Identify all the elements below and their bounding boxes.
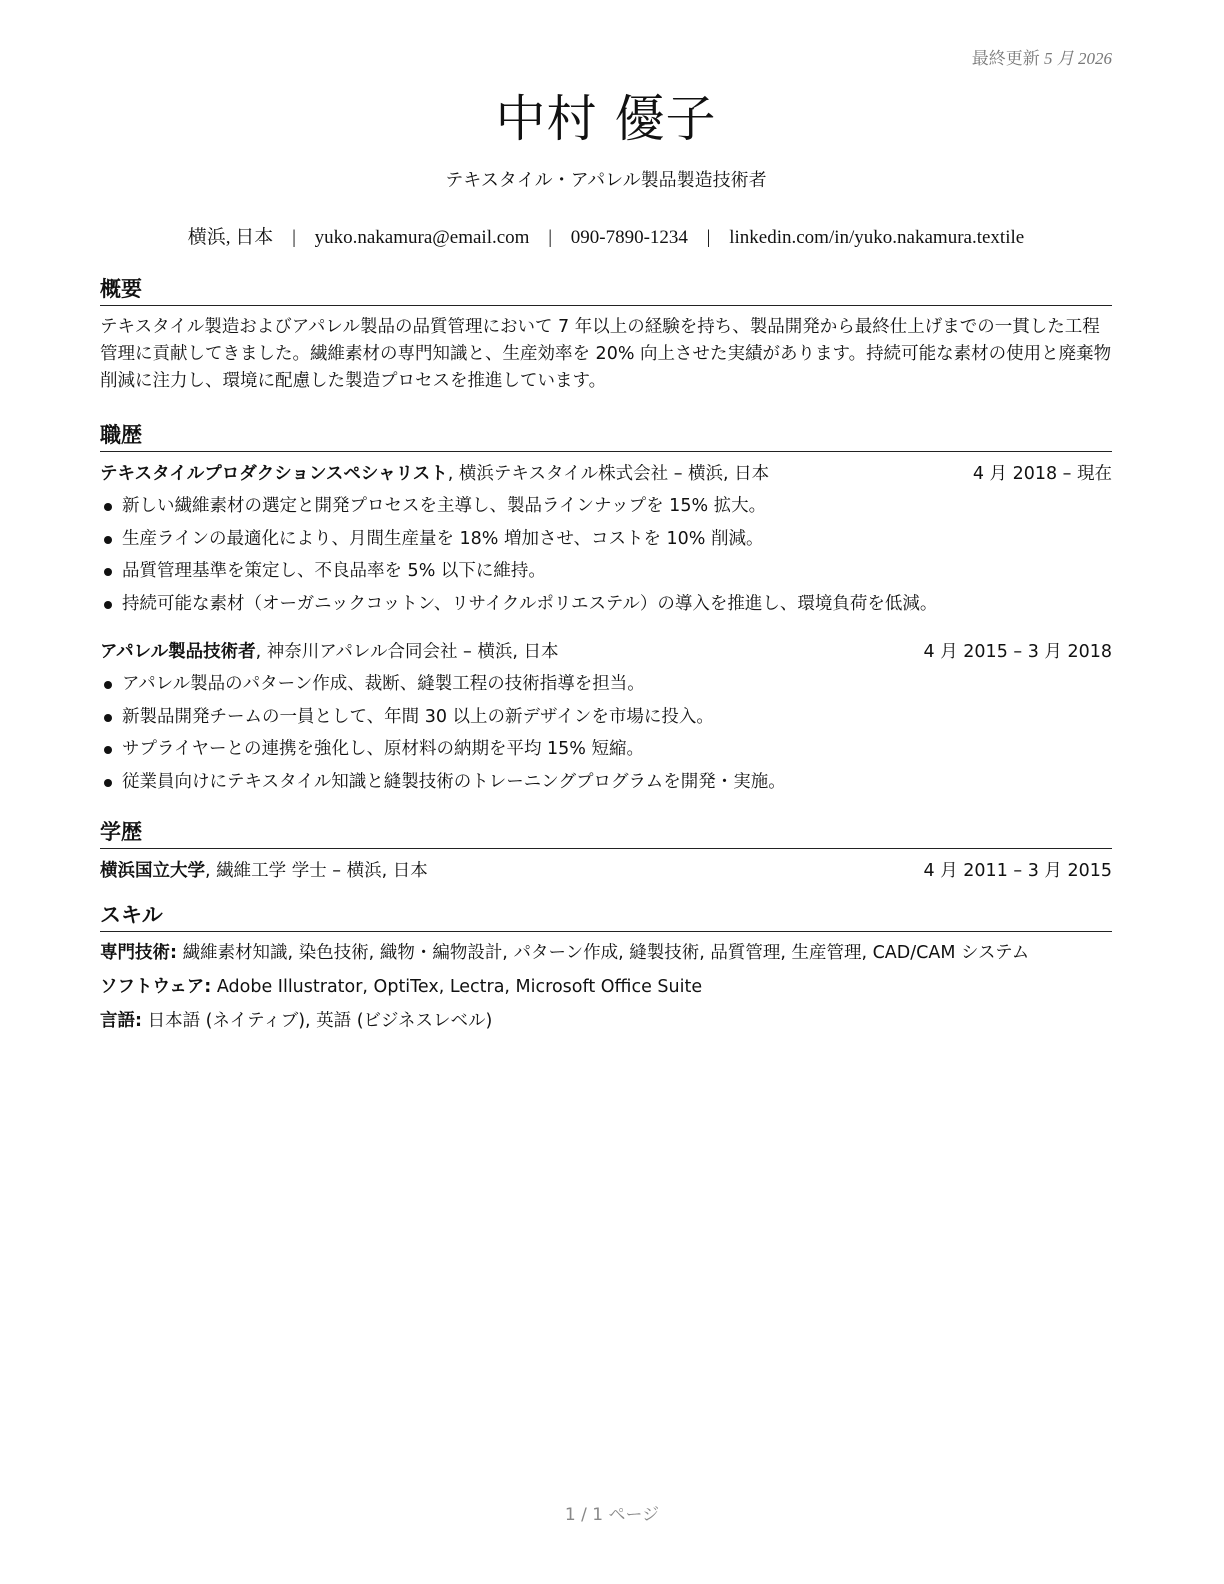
job-header bbox=[100, 638, 1112, 666]
job-entry bbox=[100, 460, 1112, 620]
job-position bbox=[100, 638, 558, 666]
contact-location: 横浜, 日本 bbox=[187, 227, 274, 248]
section-title-summary: 概要 bbox=[100, 273, 1112, 306]
last-updated-date: 5 月 2026 bbox=[1044, 49, 1112, 68]
job-bullet: 従業員向けにテキスタイル知識と縫製技術のトレーニングプログラムを開発・実施。 bbox=[100, 766, 1112, 799]
skill-value: Adobe Illustrator, OptiTex, Lectra, Microsoft Office Suite bbox=[211, 977, 703, 997]
contact-separator: | bbox=[706, 227, 711, 248]
education-section bbox=[100, 816, 1112, 885]
skill-value: 繊維素材知識, 染色技術, 織物・編物設計, パターン作成, 縫製技術, 品質管理, 生産管理, CAD/CAM システム bbox=[177, 943, 1030, 963]
job-bullet: 新しい繊維素材の選定と開発プロセスを主導し、製品ラインナップを 15% 拡大。 bbox=[100, 490, 1112, 523]
contact-linkedin[interactable]: linkedin.com/in/yuko.nakamura.textile bbox=[729, 227, 1025, 248]
skill-row-technical bbox=[100, 940, 1112, 966]
education-position bbox=[100, 857, 428, 885]
job-bullets bbox=[100, 490, 1112, 620]
experience-section bbox=[100, 419, 1112, 798]
page-number: 1 / 1 ページ bbox=[564, 1505, 660, 1525]
contact-separator: | bbox=[548, 227, 553, 248]
skills-section bbox=[100, 899, 1112, 1034]
job-org: , 神奈川アパレル合同会社 – 横浜, 日本 bbox=[255, 642, 559, 662]
contact-separator: | bbox=[292, 227, 296, 248]
section-title-experience: 職歴 bbox=[100, 419, 1112, 452]
job-org: , 横浜テキスタイル株式会社 – 横浜, 日本 bbox=[447, 464, 770, 484]
job-bullet: 新製品開発チームの一員として、年間 30 以上の新デザインを市場に投入。 bbox=[100, 701, 1112, 734]
job-bullet: 持続可能な素材（オーガニックコットン、リサイクルポリエステル）の導入を推進し、環境負荷を低減。 bbox=[100, 588, 1112, 621]
job-entry bbox=[100, 638, 1112, 798]
job-dates: 4 月 2018 – 現在 bbox=[972, 464, 1112, 484]
candidate-title: テキスタイル・アパレル製品製造技術者 bbox=[445, 170, 767, 191]
job-role: アパレル製品技術者 bbox=[100, 642, 256, 662]
summary-section bbox=[100, 273, 1112, 395]
job-bullet: 品質管理基準を策定し、不良品率を 5% 以下に維持。 bbox=[100, 555, 1112, 588]
last-updated-label: 最終更新 bbox=[971, 49, 1040, 68]
skill-row-software bbox=[100, 974, 1112, 1000]
job-bullet: サプライヤーとの連携を強化し、原材料の納期を平均 15% 短縮。 bbox=[100, 733, 1112, 766]
job-bullet: 生産ラインの最適化により、月間生産量を 18% 増加させ、コストを 10% 削減。 bbox=[100, 523, 1112, 556]
job-dates: 4 月 2015 – 3 月 2018 bbox=[923, 642, 1112, 662]
job-bullet: アパレル製品のパターン作成、裁断、縫製工程の技術指導を担当。 bbox=[100, 668, 1112, 701]
education-entry bbox=[100, 857, 1112, 885]
contact-email[interactable]: yuko.nakamura@email.com bbox=[314, 227, 530, 248]
education-dates: 4 月 2011 – 3 月 2015 bbox=[923, 861, 1112, 881]
summary-text: テキスタイル製造およびアパレル製品の品質管理において 7 年以上の経験を持ち、製品開発から最終仕上げまでの一貫した工程管理に貢献してきました。繊維素材の専門知識と、生産効率を 20% 向上させた実績があります。持続可能な素材の使用と廃棄物削減に注力し、環境に配慮した製造プロセスを推進しています。 bbox=[100, 317, 1112, 391]
job-role: テキスタイルプロダクションスペシャリスト bbox=[100, 464, 448, 484]
job-position bbox=[100, 460, 769, 488]
education-school: 横浜国立大学 bbox=[100, 861, 205, 881]
skill-row-languages bbox=[100, 1008, 1112, 1034]
skill-label: 専門技術: bbox=[100, 943, 177, 963]
resume-page bbox=[100, 0, 1112, 1042]
section-title-skills: スキル bbox=[100, 899, 1112, 932]
education-detail: , 繊維工学 学士 – 横浜, 日本 bbox=[205, 861, 428, 881]
skill-value: 日本語 (ネイティブ), 英語 (ビジネスレベル) bbox=[142, 1011, 493, 1031]
section-title-education: 学歴 bbox=[100, 816, 1112, 849]
skill-label: ソフトウェア: bbox=[100, 977, 212, 997]
contact-line bbox=[100, 222, 1112, 249]
skill-label: 言語: bbox=[100, 1011, 142, 1031]
job-bullets bbox=[100, 668, 1112, 798]
contact-phone[interactable]: 090-7890-1234 bbox=[570, 227, 688, 248]
job-header bbox=[100, 460, 1112, 488]
candidate-name: 中村 優子 bbox=[495, 90, 717, 148]
